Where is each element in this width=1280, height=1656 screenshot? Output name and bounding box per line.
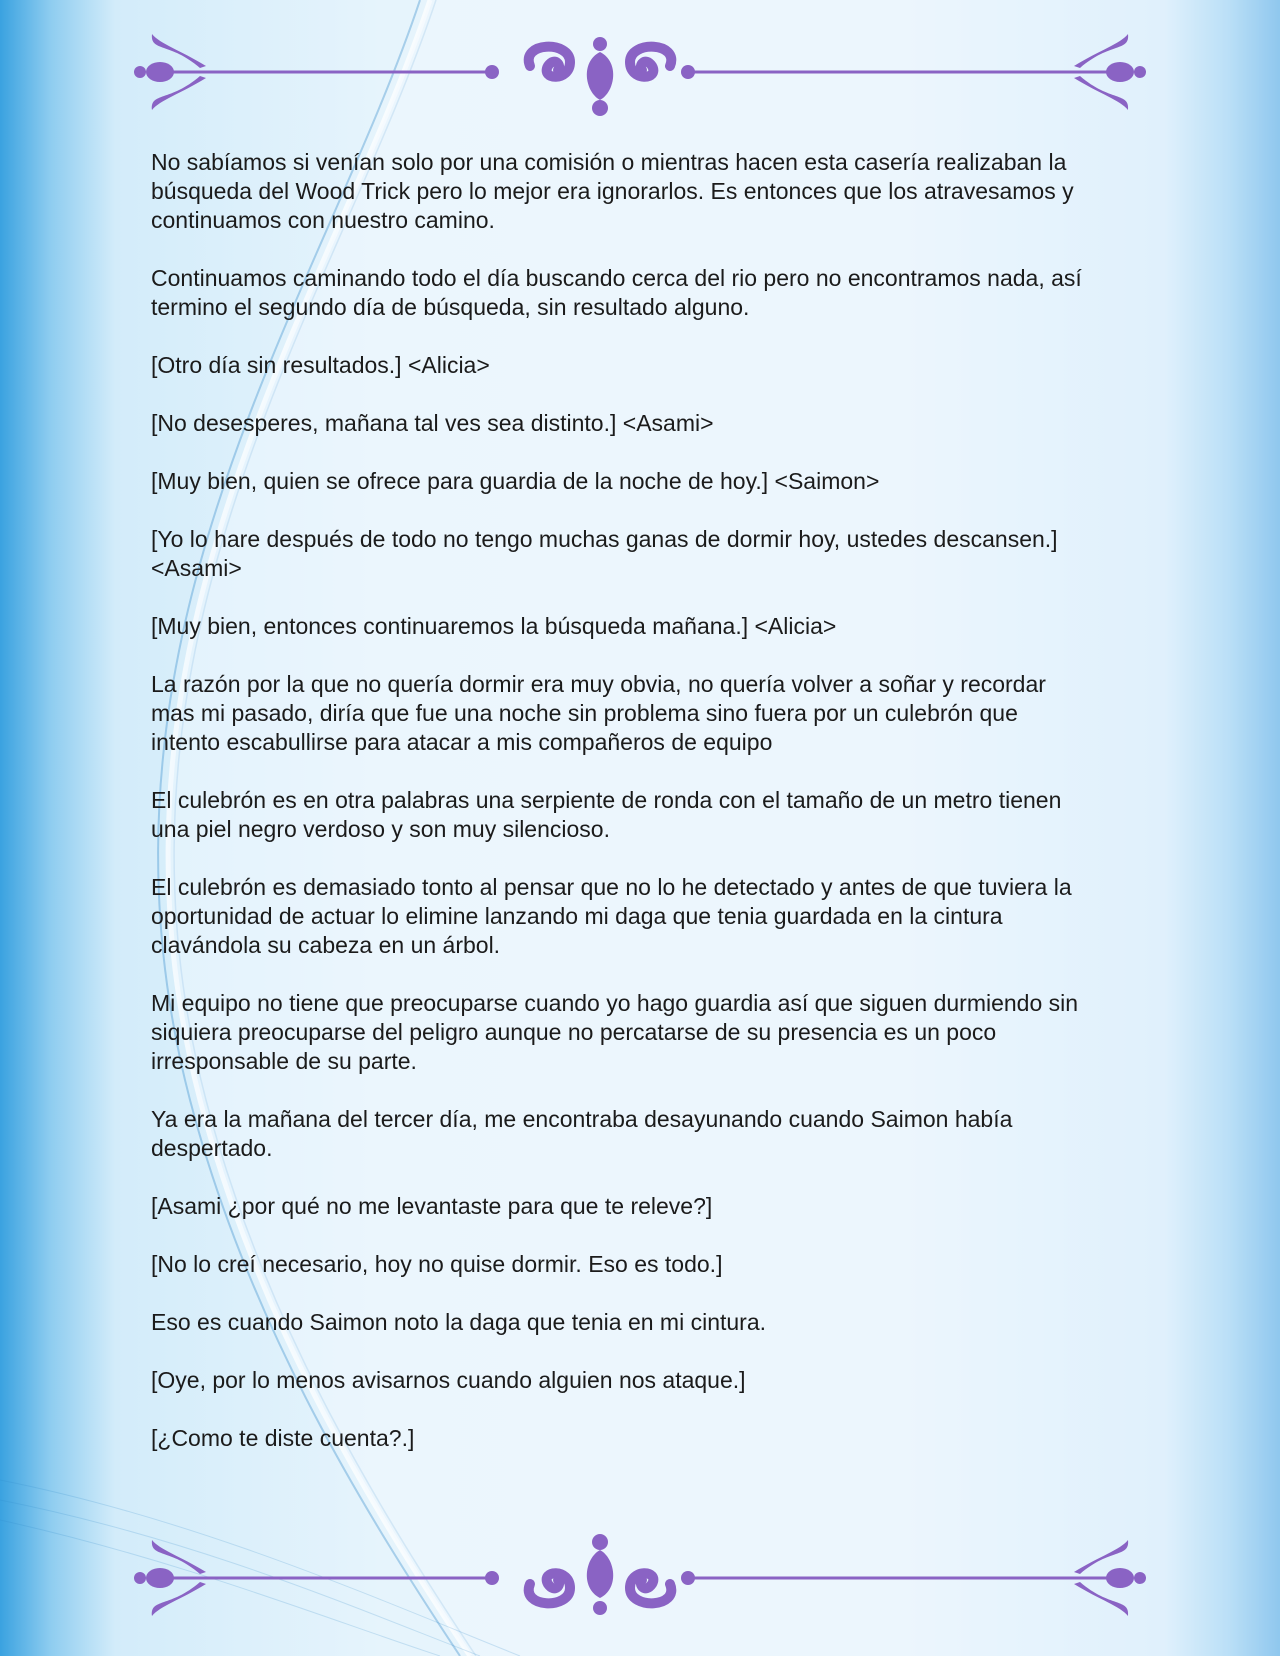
paragraph: Eso es cuando Saimon noto la daga que tenia en mi cintura. xyxy=(151,1309,767,1335)
paragraph: Ya era la mañana del tercer día, me encontraba desayunando cuando Saimon había despertado. xyxy=(151,1106,1013,1161)
paragraph: Continuamos caminando todo el día buscando cerca del rio pero no encontramos nada, así termino el segundo día de búsqueda, sin resultado alguno. xyxy=(151,265,1082,320)
ornament-bottom-icon xyxy=(130,1528,1150,1628)
ornament-top-icon xyxy=(130,22,1150,122)
dialogue-line: [No desesperes, mañana tal ves sea distinto.] <Asami> xyxy=(151,410,714,436)
dialogue-line: [Oye, por lo menos avisarnos cuando alguien nos ataque.] xyxy=(151,1367,746,1393)
dialogue-line: [Muy bien, quien se ofrece para guardia de la noche de hoy.] <Saimon> xyxy=(151,468,880,494)
paragraph: El culebrón es demasiado tonto al pensar que no lo he detectado y antes de que tuviera la oportunidad de actuar lo elimine lanzando mi daga que tenia guardada en la cintura clavándola su cabeza en un árbol. xyxy=(151,874,1072,958)
dialogue-line: [Yo lo hare después de todo no tengo muchas ganas de dormir hoy, ustedes descansen.] <Asami> xyxy=(151,526,1058,581)
paragraph: No sabíamos si venían solo por una comisión o mientras hacen esta casería realizaban la búsqueda del Wood Trick pero lo mejor era ignorarlos. Es entonces que los atravesamos y continuamos con nuestro camino. xyxy=(151,149,1074,233)
document-body xyxy=(151,148,1091,1482)
paragraph: Mi equipo no tiene que preocuparse cuando yo hago guardia así que siguen durmiendo sin siquiera preocuparse del peligro aunque no percatarse de su presencia es un poco irresponsable de su parte. xyxy=(151,990,1079,1074)
paragraph: El culebrón es en otra palabras una serpiente de ronda con el tamaño de un metro tienen una piel negro verdoso y son muy silencioso. xyxy=(151,787,1062,842)
dialogue-line: [¿Como te diste cuenta?.] xyxy=(151,1425,415,1451)
dialogue-line: [No lo creí necesario, hoy no quise dormir. Eso es todo.] xyxy=(151,1251,723,1277)
paragraph: La razón por la que no quería dormir era muy obvia, no quería volver a soñar y recordar mas mi pasado, diría que fue una noche sin problema sino fuera por un culebrón que intento escabullirse para atacar a mis compañeros de equipo xyxy=(151,671,1046,755)
dialogue-line: [Asami ¿por qué no me levantaste para que te releve?] xyxy=(151,1193,713,1219)
dialogue-line: [Muy bien, entonces continuaremos la búsqueda mañana.] <Alicia> xyxy=(151,613,837,639)
dialogue-line: [Otro día sin resultados.] <Alicia> xyxy=(151,352,490,378)
